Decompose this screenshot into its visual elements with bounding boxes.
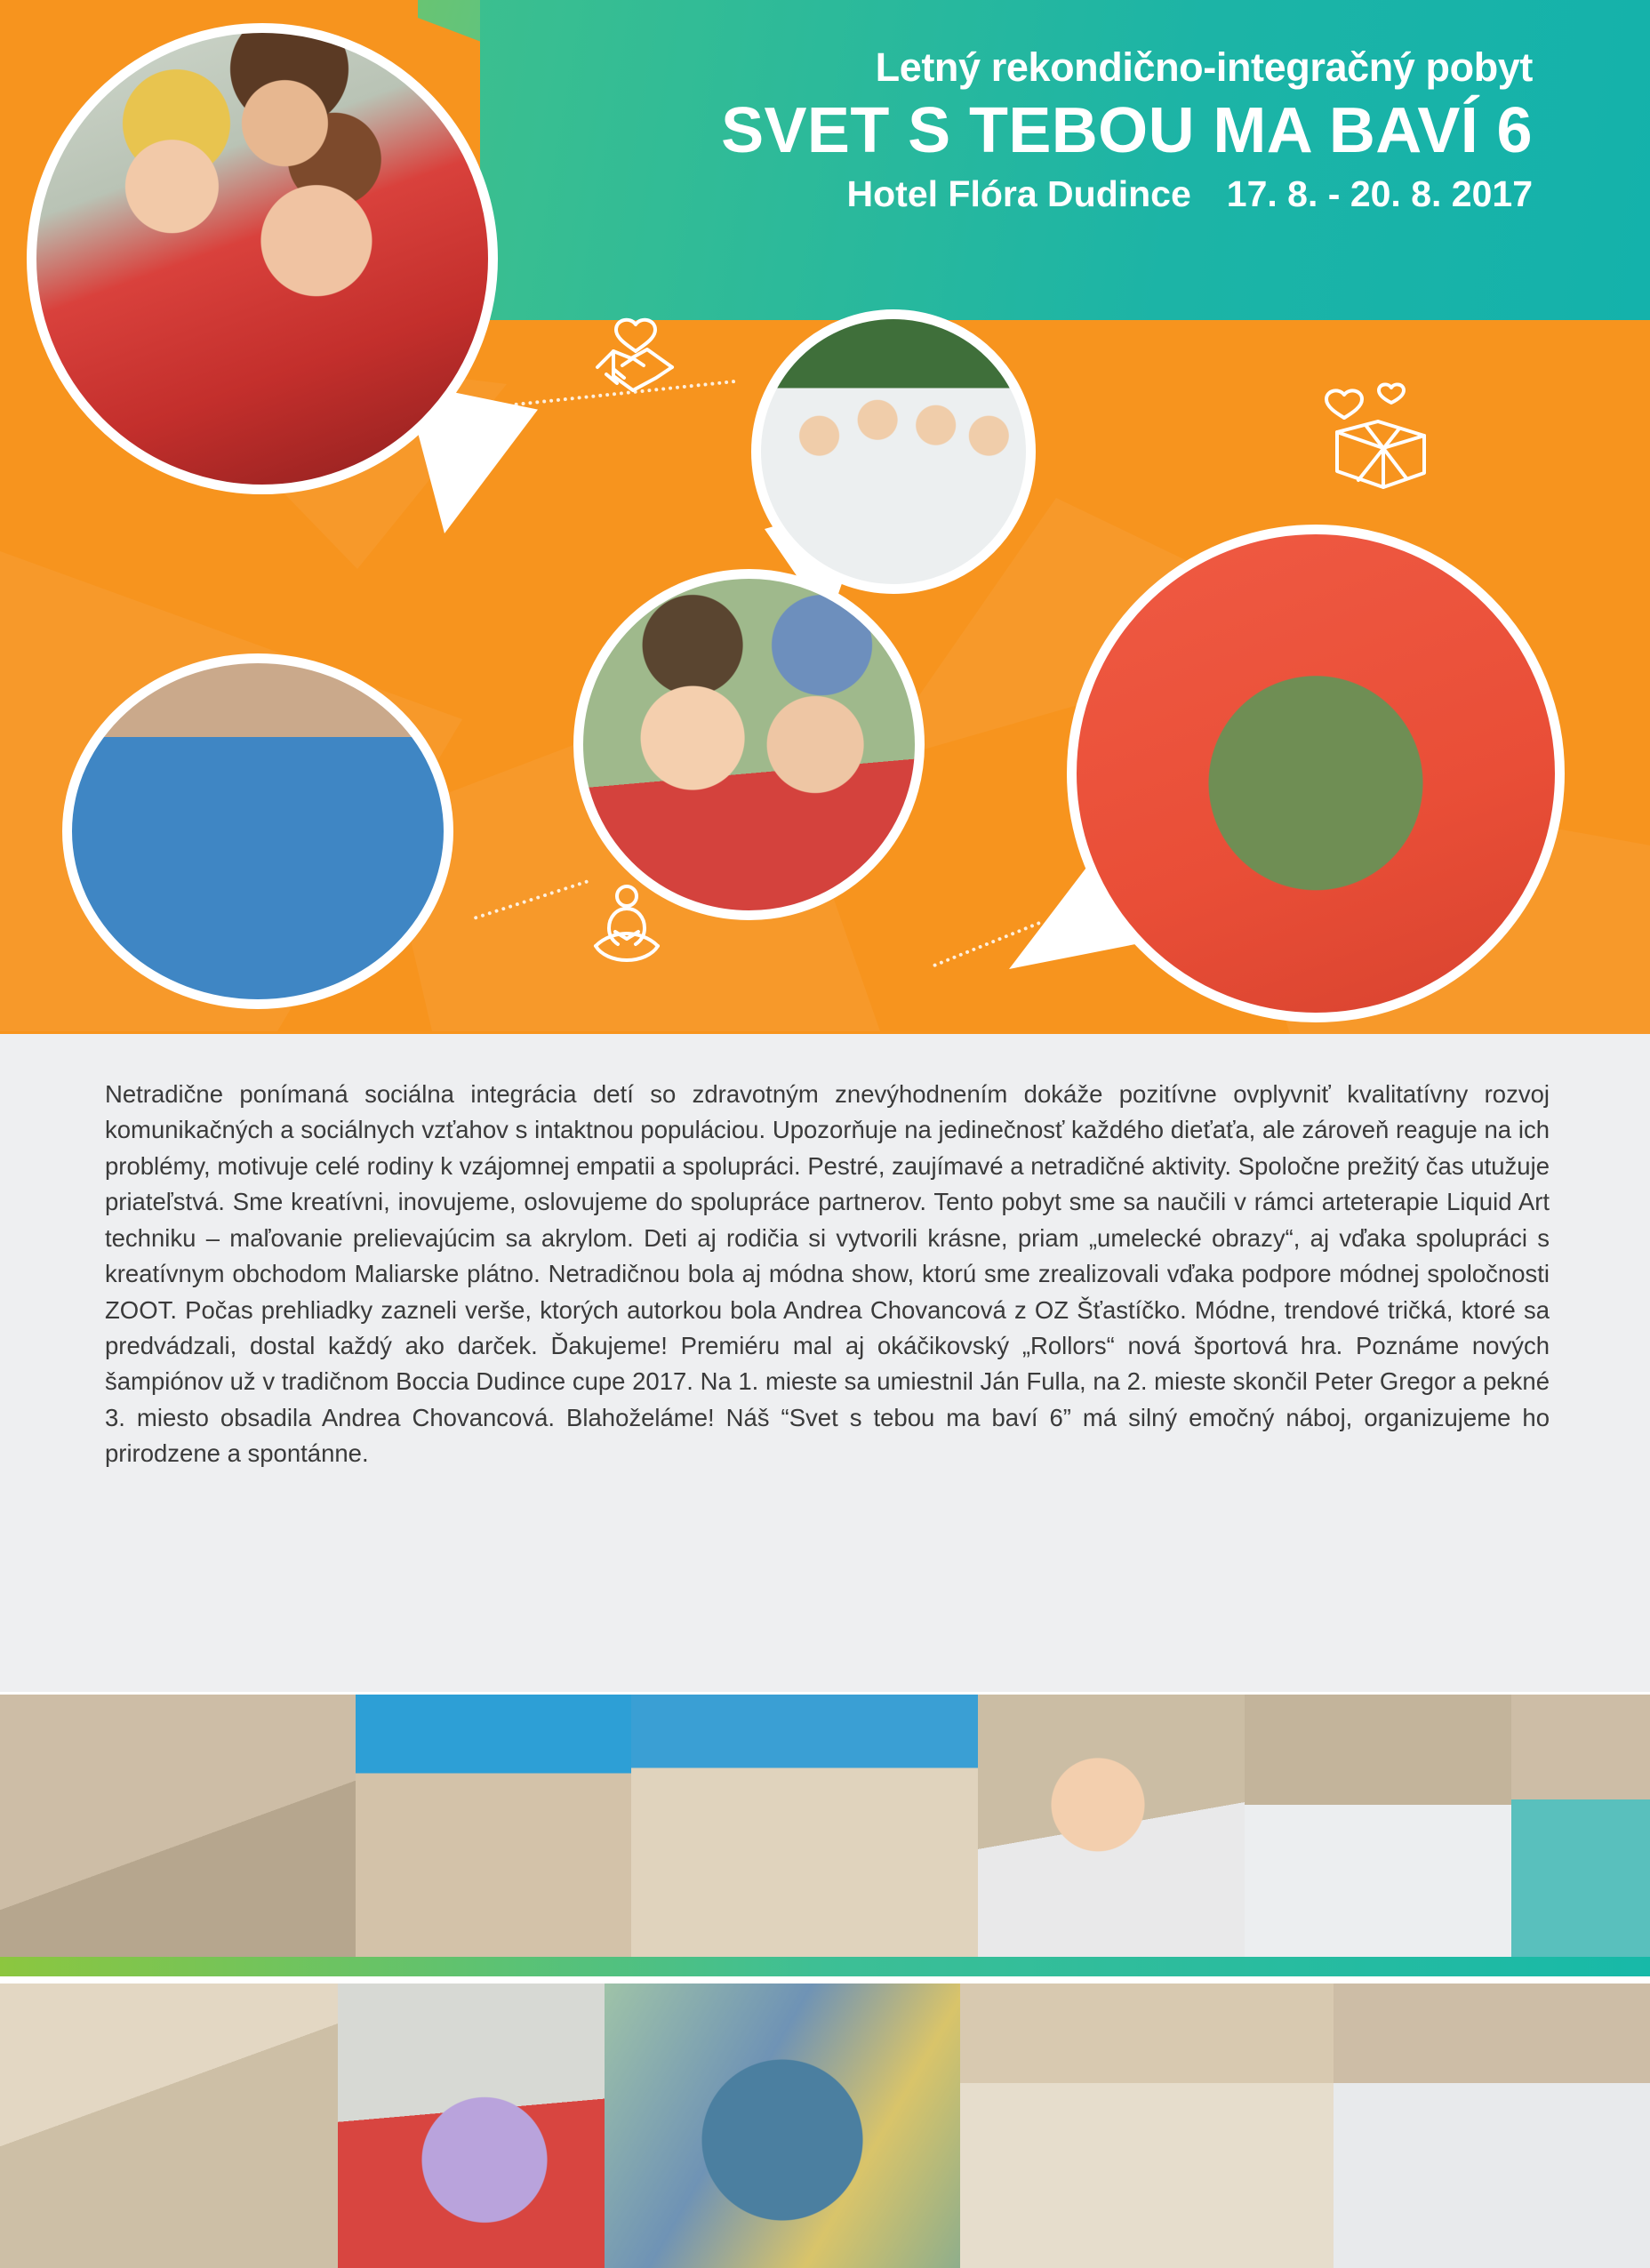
event-venue: Hotel Flóra Dudince <box>846 173 1191 215</box>
event-venue-dates <box>721 174 1533 213</box>
photo-strip1-wheelchair-group <box>356 1695 631 1957</box>
photo-bubble-costumes <box>751 309 1036 594</box>
description-section <box>0 1034 1650 1692</box>
photo-strip1-stickers <box>631 1695 978 1957</box>
handshake-heart-icon <box>587 316 685 418</box>
description-text: Netradične ponímaná sociálna integrácia detí so zdravotným znevýhodnením dokáže pozitívne ovplyvniť kvalitatívny rozvoj komunikačných a sociálnych vzťahov s intaktnou populáciou. Upozorňuje na jedinečnosť každého dieťaťa, ale zároveň reaguje na ich problémy, motivuje celé rodiny k vzájomnej empatii a spolupráci. Pestré, zaujímavé a netradičné aktivity. Spoločne prežitý čas utužuje priateľstvá. Sme kreatívni, inovujeme, oslovujeme do spolupráce partnerov. Tento pobyt sme sa naučili v rámci arteterapie Liquid Art techniku – maľovanie prelievajúcim sa akrylom. Deti aj rodičia si vytvorili krásne, priam „umelecké obrazy“, aj vďaka spolupráci s kreatívnym obchodom Maliarske plátno. Netradičnou bola aj módna show, ktorú sme zrealizovali vďaka podpore módnej spoločnosti ZOOT. Počas prehliadky zazneli verše, ktorých autorkou bola Andrea Chovancová z OZ Šťastíčko. Módne, trendové tričká, ktoré sa predvádzali, dostal každý ako darček. Ďakujeme! Premiéru mal aj okáčikovský „Rollors“ nová športová hra. Poznáme nových šampiónov už v tradičnom Boccia Dudince cupe 2017. Na 1. mieste sa umiestnil Ján Fulla, na 2. mieste skončil Peter Gregor a pekné 3. miesto obsadila Andrea Chovancová. Blahoželáme! Náš “Svet s tebou ma baví 6” má silný emočný náboj, organizujeme ho prirodzene a spontánne. <box>105 1080 1557 1468</box>
photo-strip-one <box>0 1695 1650 1957</box>
event-subtitle: Letný rekondično-integračný pobyt <box>875 44 1533 90</box>
photo-strip2-acrylic-painting <box>605 1983 960 2268</box>
event-dates: 17. 8. - 20. 8. 2017 <box>1226 173 1533 215</box>
photo-bubble-two-girls <box>573 569 925 920</box>
gift-box-heart-icon <box>1325 382 1431 502</box>
photo-strip2-craft-table <box>0 1983 338 2268</box>
photo-strip1-two-women-hug <box>978 1695 1245 1957</box>
photo-strip2-liquid-art-canvas <box>338 1983 605 2268</box>
photo-strip1-group-white-shirts <box>1245 1695 1511 1957</box>
event-title: SVET S TEBOU MA BAVÍ 6 <box>721 94 1533 166</box>
title-block <box>721 46 1533 214</box>
strip-divider <box>0 1957 1650 1976</box>
photo-strip-two <box>0 1983 1650 2268</box>
photo-bubble-women-painting <box>27 23 498 494</box>
hero-section <box>0 0 1650 1034</box>
photo-strip1-hall <box>0 1695 356 1957</box>
photo-bubble-pool <box>62 653 453 1009</box>
photo-strip2-dining-hall <box>960 1983 1334 2268</box>
photo-strip1-dancing <box>1511 1695 1650 1957</box>
photo-bubble-big-love <box>1067 525 1565 1022</box>
photo-strip2-final-group-photo <box>1334 1983 1650 2268</box>
